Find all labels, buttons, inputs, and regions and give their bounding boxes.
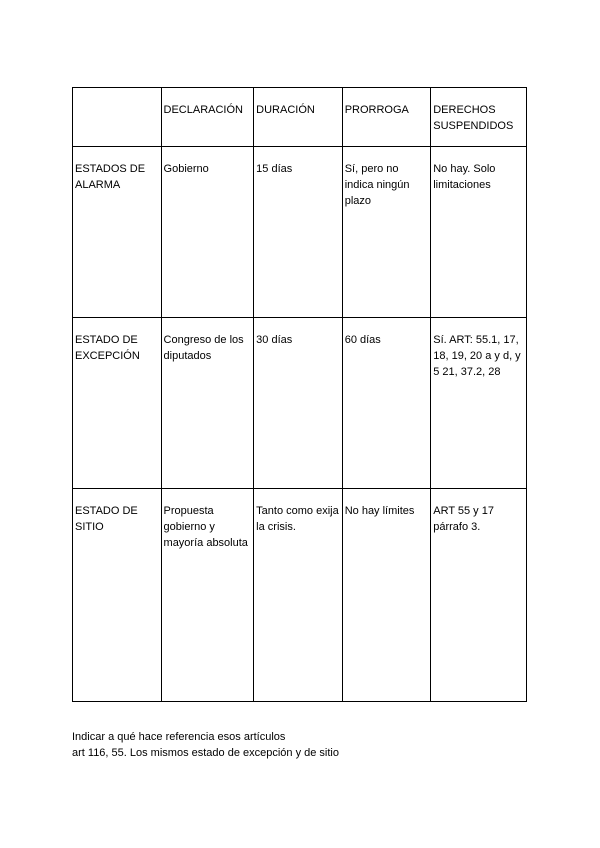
table-cell: No hay límites xyxy=(342,489,431,702)
table-cell: 30 días xyxy=(254,318,343,489)
header-cell-declaracion: DECLARACIÓN xyxy=(161,88,254,147)
table-cell: 15 días xyxy=(254,147,343,318)
header-cell-derechos: DERECHOS SUSPENDIDOS xyxy=(431,88,527,147)
note-line-2: art 116, 55. Los mismos estado de excepción y de sitio xyxy=(72,747,339,759)
table-header-row xyxy=(73,88,527,147)
table-cell: Tanto como exija la crisis. xyxy=(254,489,343,702)
table-row-alarma xyxy=(73,147,527,318)
header-cell-prorroga: PRORROGA xyxy=(342,88,431,147)
table-cell: Sí, pero no indica ningún plazo xyxy=(342,147,431,318)
table-cell: ESTADOS DE ALARMA xyxy=(73,147,162,318)
table-cell: Propuesta gobierno y mayoría absoluta xyxy=(161,489,254,702)
header-cell-duracion: DURACIÓN xyxy=(254,88,343,147)
table-cell: Congreso de los diputados xyxy=(161,318,254,489)
states-table xyxy=(72,87,527,702)
table-cell: ESTADO DE SITIO xyxy=(73,489,162,702)
table-cell: ART 55 y 17 párrafo 3. xyxy=(431,489,527,702)
note-line-1: Indicar a qué hace referencia esos artículos xyxy=(72,731,286,743)
table-cell: ESTADO DE EXCEPCIÓN xyxy=(73,318,162,489)
table-cell: No hay. Solo limitaciones xyxy=(431,147,527,318)
header-cell-empty xyxy=(73,88,162,147)
table-row-excepcion xyxy=(73,318,527,489)
table-cell: Sí. ART: 55.1, 17, 18, 19, 20 a y d, y 5 21, 37.2, 28 xyxy=(431,318,527,489)
table-cell: 60 días xyxy=(342,318,431,489)
table-row-sitio xyxy=(73,489,527,702)
table-cell: Gobierno xyxy=(161,147,254,318)
